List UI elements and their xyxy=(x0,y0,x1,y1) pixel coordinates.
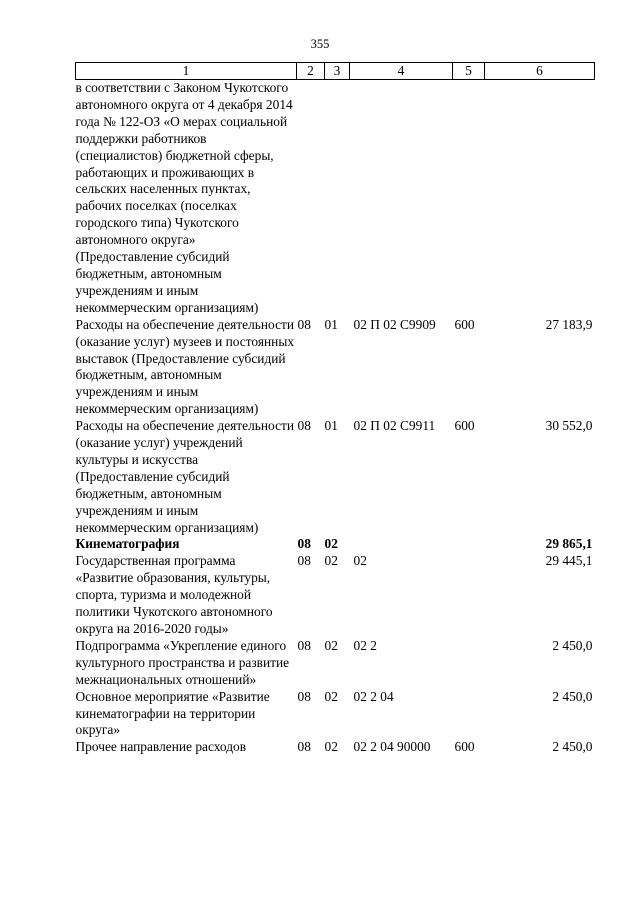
row-amount: 30 552,0 xyxy=(545,418,593,434)
row-amount: 2 450,0 xyxy=(552,739,593,755)
row-expense-type: 600 xyxy=(454,739,475,755)
table-row xyxy=(76,317,595,418)
row-expense-type xyxy=(453,638,485,689)
row-target-article xyxy=(350,80,453,317)
row-target-article: 02 2 04 90000 xyxy=(353,739,431,755)
budget-table xyxy=(75,62,595,756)
row-name: Прочее направление расходов xyxy=(75,739,247,755)
row-expense-type xyxy=(453,80,485,317)
table-row-section-total xyxy=(76,536,595,553)
table-row xyxy=(76,739,595,756)
row-subsection: 01 xyxy=(324,418,338,434)
row-subsection: 01 xyxy=(324,316,338,332)
row-target-article: 02 xyxy=(353,553,367,569)
row-amount: 29 865,1 xyxy=(545,536,593,552)
row-expense-type: 600 xyxy=(454,418,475,434)
row-expense-type xyxy=(453,553,485,638)
row-subsection: 02 xyxy=(324,536,338,552)
row-subsection: 02 xyxy=(324,688,338,704)
row-subsection xyxy=(325,80,350,317)
header-col-1: 1 xyxy=(76,63,297,80)
row-section: 08 xyxy=(297,637,311,653)
row-target-article: 02 П 02 С9911 xyxy=(353,418,436,434)
row-expense-type xyxy=(453,689,485,740)
row-section: 08 xyxy=(297,316,311,332)
header-col-6: 6 xyxy=(485,63,595,80)
header-col-5: 5 xyxy=(453,63,485,80)
row-subsection: 02 xyxy=(324,637,338,653)
row-section: 08 xyxy=(297,553,311,569)
table-row xyxy=(76,418,595,536)
header-col-2: 2 xyxy=(297,63,325,80)
row-amount: 27 183,9 xyxy=(545,316,593,332)
row-name: Расходы на обеспечение деятельности (оказание услуг) учреждений культуры и искусства (Предоставление субсидий бюджетным, автономным учреждениям и иным некоммерческим организациям) xyxy=(75,418,295,535)
table-row xyxy=(76,638,595,689)
table-row xyxy=(76,689,595,740)
row-subsection: 02 xyxy=(324,553,338,569)
row-section: 08 xyxy=(297,688,311,704)
row-name: Основное мероприятие «Развитие кинематографии на территории округа» xyxy=(75,688,270,738)
row-target-article: 02 2 04 xyxy=(353,688,394,704)
row-name: Государственная программа «Развитие образования, культуры, спорта, туризма и молодежной политики Чукотского автономного округа на 2016-2020 годы» xyxy=(75,553,273,636)
row-name: Подпрограмма «Укрепление единого культурного пространства и развитие межнациональных отношений» xyxy=(75,637,290,687)
row-section: 08 xyxy=(297,536,311,552)
row-expense-type xyxy=(453,536,485,553)
row-target-article: 02 2 xyxy=(353,637,377,653)
table-header-row xyxy=(76,63,595,80)
row-amount: 2 450,0 xyxy=(552,637,593,653)
row-subsection: 02 xyxy=(324,739,338,755)
row-name: Расходы на обеспечение деятельности (оказание услуг) музеев и постоянных выставок (Предоставление субсидий бюджетным, автономным учреждениям и иным некоммерческим организациям) xyxy=(75,316,295,417)
row-name: Кинематография xyxy=(75,536,180,552)
row-amount: 2 450,0 xyxy=(552,688,593,704)
row-section xyxy=(297,80,325,317)
row-target-article xyxy=(350,536,453,553)
page-number: 355 xyxy=(310,37,330,51)
table-row xyxy=(76,80,595,317)
row-section: 08 xyxy=(297,739,311,755)
row-target-article: 02 П 02 С9909 xyxy=(353,316,436,332)
row-name: в соответствии с Законом Чукотского автономного округа от 4 декабря 2014 года № 122-ОЗ «О мерах социальной поддержки работников (специалистов) бюджетной сферы, работающих и проживающих в сельских населенных пунктах, рабочих поселках (поселках городского типа) Чукотского автономного округа» (Предоставление субсидий бюджетным, автономным учреждениям и иным некоммерческим организациям) xyxy=(75,80,293,315)
header-col-3: 3 xyxy=(325,63,350,80)
row-expense-type: 600 xyxy=(454,316,475,332)
row-amount xyxy=(485,80,595,317)
header-col-4: 4 xyxy=(350,63,453,80)
table-row xyxy=(76,553,595,638)
row-section: 08 xyxy=(297,418,311,434)
row-amount: 29 445,1 xyxy=(545,553,593,569)
